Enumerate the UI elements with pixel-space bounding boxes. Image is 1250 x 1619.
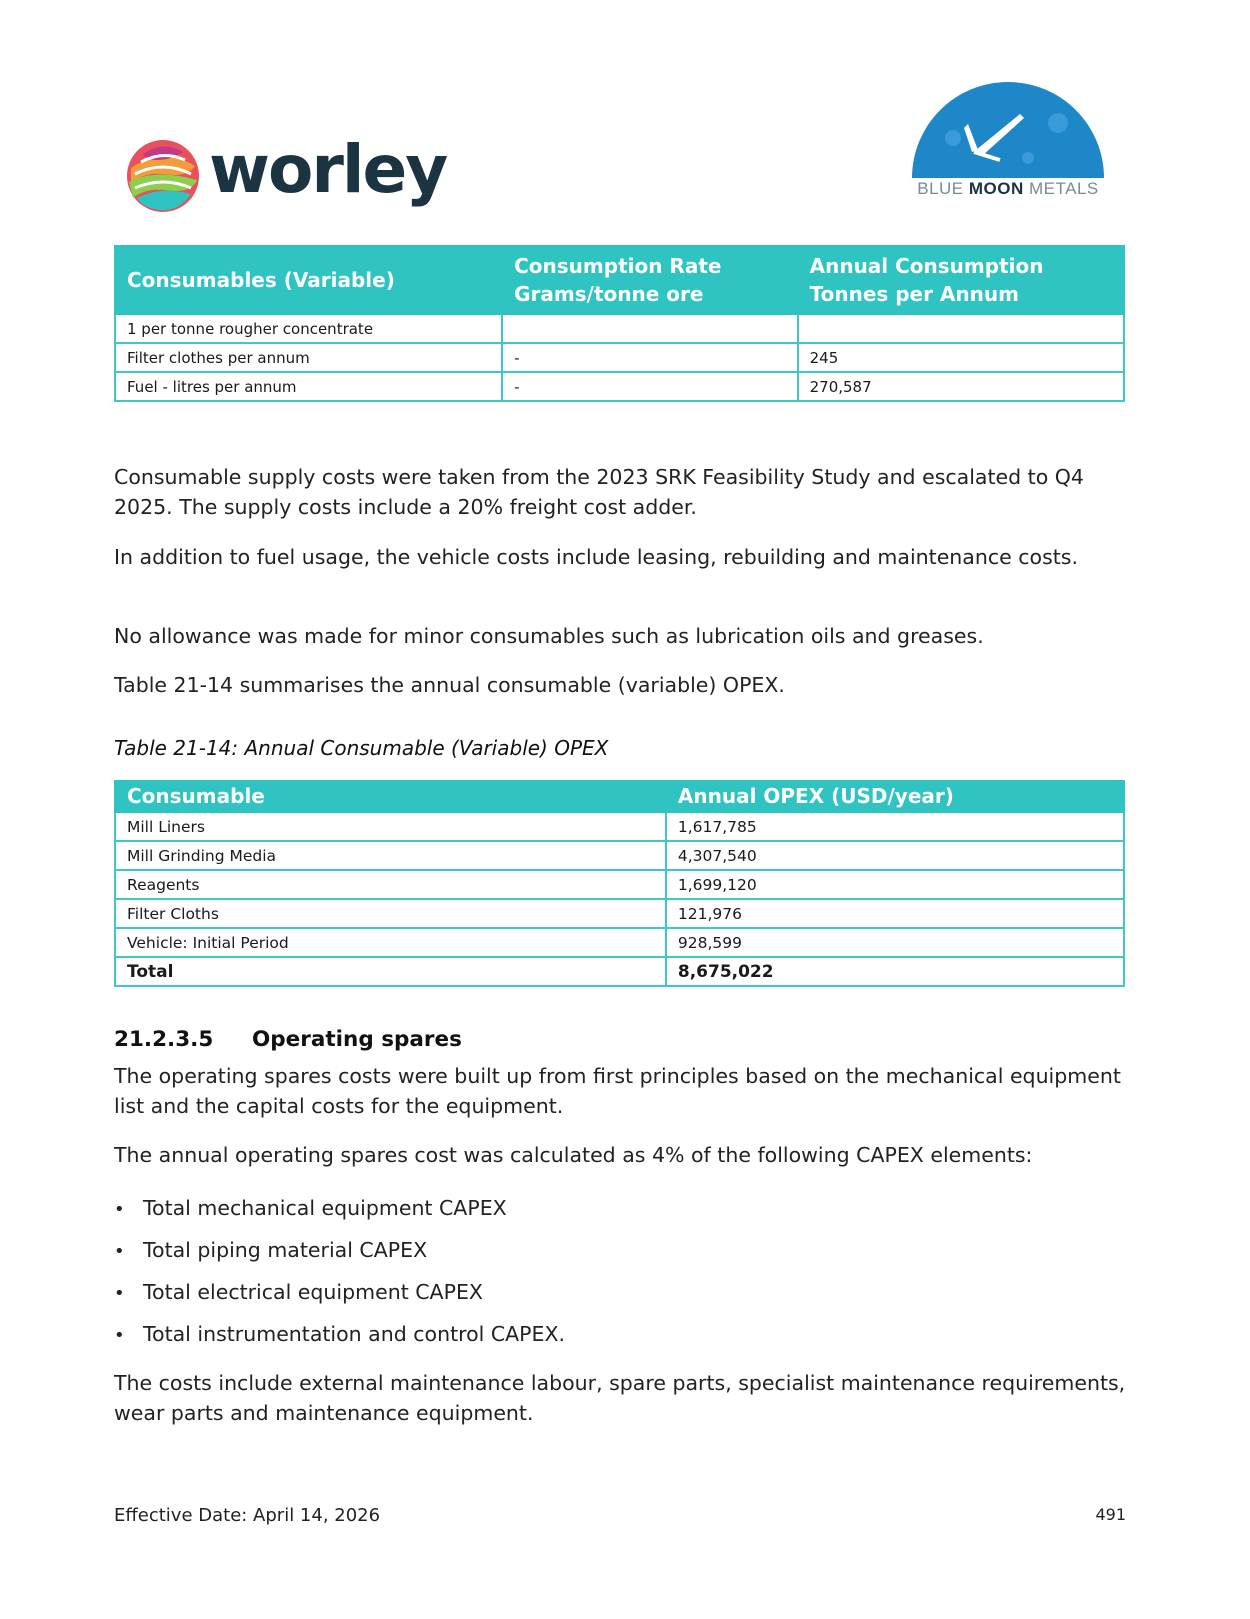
table-cell: Fuel - litres per annum: [115, 372, 502, 401]
table-cell: 121,976: [666, 899, 1124, 928]
header-line: Annual Consumption: [809, 254, 1044, 278]
vehicle-costs-paragraph: In addition to fuel usage, the vehicle costs include leasing, rebuilding and maintenance costs.: [114, 545, 1078, 569]
worley-logo: [125, 131, 447, 214]
list-item: [114, 1277, 565, 1319]
table-cell: 245: [798, 343, 1124, 372]
table-row: [115, 841, 1124, 870]
table-header-row: [115, 781, 1124, 812]
table-cell: 1,699,120: [666, 870, 1124, 899]
maintenance-costs-paragraph: The costs include external maintenance labour, spare parts, specialist maintenance requirements, wear parts and maintenance equipment.: [114, 1371, 1126, 1425]
blue-moon-metals-logo: [908, 78, 1108, 203]
list-item-text: Total mechanical equipment CAPEX: [143, 1196, 507, 1220]
table-header-cell: [502, 246, 797, 314]
table-cell: -: [502, 343, 797, 372]
table-cell: [798, 314, 1124, 343]
worley-emblem-icon: [125, 138, 201, 214]
capex-elements-paragraph: The annual operating spares cost was calculated as 4% of the following CAPEX elements:: [114, 1143, 1033, 1167]
list-item-text: Total instrumentation and control CAPEX.: [143, 1322, 566, 1346]
table-cell: Vehicle: Initial Period: [115, 928, 666, 957]
table-cell: Mill Liners: [115, 812, 666, 841]
wordmark-blue: BLUE: [917, 179, 969, 198]
list-item: [114, 1319, 565, 1361]
section-title: Operating spares: [252, 1027, 462, 1052]
minor-consumables-paragraph: No allowance was made for minor consumables such as lubrication oils and greases.: [114, 624, 984, 648]
table-header-cell: [798, 246, 1124, 314]
table-cell: 8,675,022: [666, 957, 1124, 986]
list-item: [114, 1235, 565, 1277]
list-item-text: Total electrical equipment CAPEX: [143, 1280, 483, 1304]
table-row: [115, 343, 1124, 372]
header-line: Consumption Rate: [514, 254, 722, 278]
moon-emblem-icon: [908, 78, 1108, 178]
table-cell: 1,617,785: [666, 812, 1124, 841]
bullet-icon: •: [114, 1199, 125, 1220]
effective-date: Effective Date: April 14, 2026: [114, 1505, 381, 1526]
table-total-row: [115, 957, 1124, 986]
capex-elements-list: [114, 1193, 565, 1361]
operating-spares-paragraph: The operating spares costs were built up from first principles based on the mechanical equipment list and the capital costs for the equipment.: [114, 1064, 1121, 1118]
page-number: 491: [1095, 1505, 1126, 1524]
table-row: [115, 899, 1124, 928]
table-row: [115, 928, 1124, 957]
table-header-cell: Annual OPEX (USD/year): [666, 781, 1124, 812]
wordmark-metals: METALS: [1023, 179, 1099, 198]
table-cell: Total: [115, 957, 666, 986]
table-cell: Filter clothes per annum: [115, 343, 502, 372]
table-header-cell: Consumables (Variable): [115, 246, 502, 314]
bullet-icon: •: [114, 1325, 125, 1346]
annual-opex-table: [114, 780, 1125, 987]
table-caption: Table 21-14: Annual Consumable (Variable) OPEX: [114, 736, 609, 760]
table-cell: 928,599: [666, 928, 1124, 957]
worley-wordmark: worley: [209, 131, 447, 208]
table-cell: [502, 314, 797, 343]
supply-costs-paragraph: Consumable supply costs were taken from the 2023 SRK Feasibility Study and escalated to Q4 2025. The supply costs include a 20% freight cost adder.: [114, 465, 1084, 519]
section-heading: [114, 1027, 462, 1052]
table-row: [115, 314, 1124, 343]
list-item: [114, 1193, 565, 1235]
table-cell: -: [502, 372, 797, 401]
section-number: 21.2.3.5: [114, 1027, 214, 1052]
blue-moon-metals-wordmark: [908, 179, 1108, 199]
table-row: [115, 372, 1124, 401]
table-cell: 1 per tonne rougher concentrate: [115, 314, 502, 343]
table-header-row: [115, 246, 1124, 314]
table-cell: 4,307,540: [666, 841, 1124, 870]
table-header-cell: Consumable: [115, 781, 666, 812]
table-cell: 270,587: [798, 372, 1124, 401]
list-item-text: Total piping material CAPEX: [143, 1238, 428, 1262]
table-reference-paragraph: Table 21-14 summarises the annual consumable (variable) OPEX.: [114, 673, 785, 697]
table-cell: Mill Grinding Media: [115, 841, 666, 870]
table-row: [115, 812, 1124, 841]
table-row: [115, 870, 1124, 899]
consumables-rates-table: [114, 245, 1125, 402]
bullet-icon: •: [114, 1241, 125, 1262]
bullet-icon: •: [114, 1283, 125, 1304]
header-line: Tonnes per Annum: [809, 282, 1019, 306]
wordmark-moon: MOON: [968, 179, 1024, 198]
header-line: Grams/tonne ore: [514, 282, 704, 306]
table-cell: Filter Cloths: [115, 899, 666, 928]
table-cell: Reagents: [115, 870, 666, 899]
